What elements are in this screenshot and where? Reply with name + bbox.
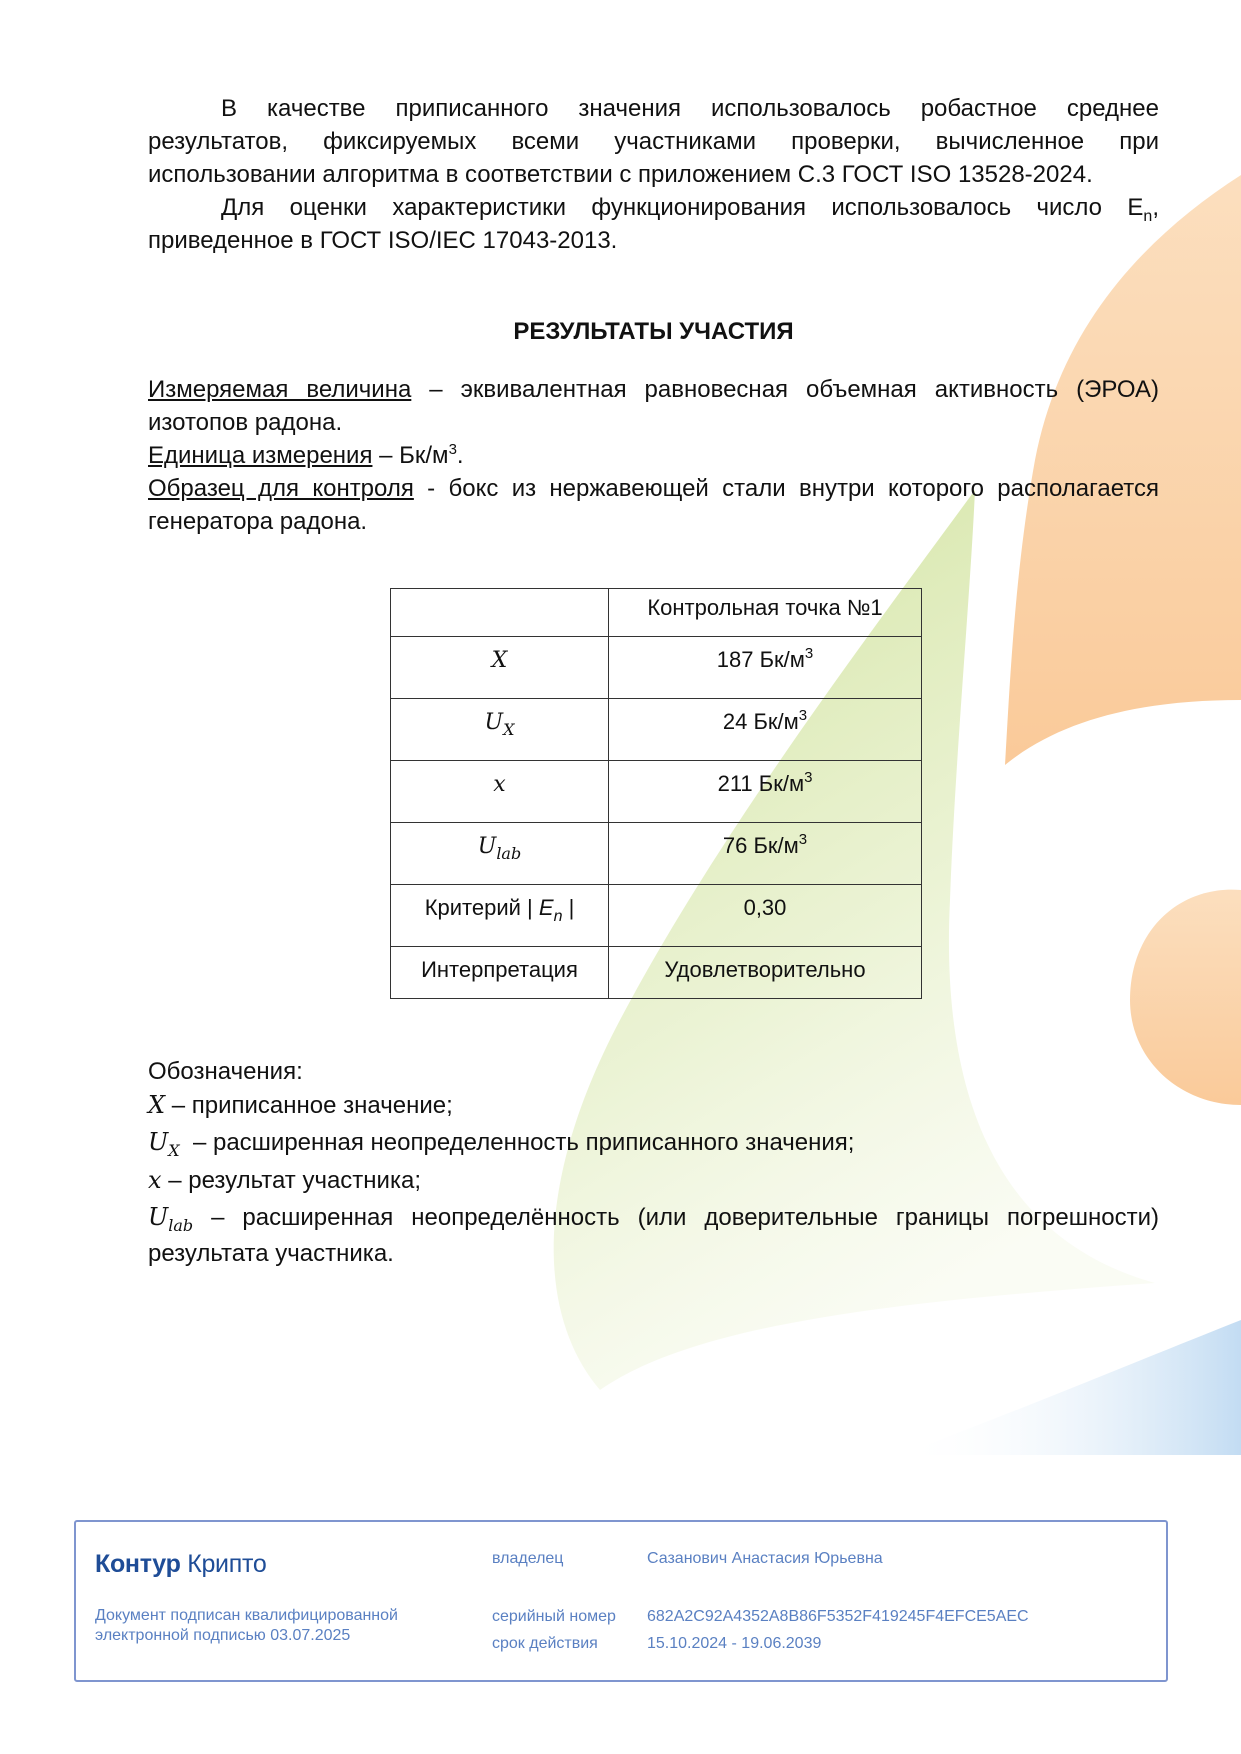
table-header-row xyxy=(391,589,922,637)
table-row-value xyxy=(609,761,922,823)
results-table xyxy=(390,588,922,999)
symbol-u: U xyxy=(477,834,497,859)
interpretation-value: Удовлетворительно xyxy=(609,947,922,999)
table-row xyxy=(391,761,922,823)
signed-note: Документ подписан квалифицированной электронной подписью 03.07.2025 xyxy=(95,1607,398,1644)
table-row-symbol xyxy=(391,823,609,885)
symbol-x-assigned: X xyxy=(491,648,508,673)
intro-paragraph-1: В качестве приписанного значения использовалось робастное среднее результатов, фиксируемых всеми участниками проверки, вычисленное при использовании алгоритма в соответствии с приложением С.3 ГОСТ ISO 13528-2024. xyxy=(148,95,1159,188)
notation-subscript: lab xyxy=(168,1216,194,1235)
unit-superscript: 3 xyxy=(448,441,457,458)
value-text: 187 Бк/м xyxy=(716,647,805,672)
notation-symbol: U xyxy=(148,1128,169,1156)
notation-text: – результат участника; xyxy=(161,1167,421,1194)
value-superscript: 3 xyxy=(798,707,808,724)
measurement-unit-text: – Бк/м xyxy=(372,442,449,469)
symbol-subscript: lab xyxy=(496,844,522,863)
blue-swoosh-shape xyxy=(900,1320,1241,1455)
value-text: 211 Бк/м xyxy=(717,771,805,796)
notation-symbol: x xyxy=(148,1166,162,1194)
electronic-signature-stamp xyxy=(74,1520,1168,1682)
criterion-symbol: E xyxy=(538,895,554,920)
document-body xyxy=(148,92,1159,1272)
unit-end: . xyxy=(456,442,464,469)
logo-rest-text: Крипто xyxy=(180,1550,267,1578)
intro-p2-prefix: Для оценки характеристики функционирования использовалось число E xyxy=(221,194,1144,221)
criterion-subscript: n xyxy=(553,908,563,925)
logo-bold-text: Контур xyxy=(95,1550,181,1578)
serial-value: 682A2C92A4352A8B86F5352F419245F4EFCE5AEC xyxy=(647,1608,1029,1625)
validity-label: срок действия xyxy=(492,1635,598,1652)
measured-quantity-text: – эквивалентная равновесная объемная активность (ЭРОА) изотопов радона. xyxy=(148,376,1159,436)
value-superscript: 3 xyxy=(804,645,814,662)
criterion-label-text: Критерий | xyxy=(424,895,539,920)
table-row-criterion xyxy=(391,885,922,947)
notation-item xyxy=(148,1123,1159,1162)
measurement-unit xyxy=(148,439,1159,472)
notation-symbol: U xyxy=(148,1203,169,1231)
notation-text: – расширенная неопределённость (или доверительные границы погрешности) результата участника. xyxy=(148,1204,1159,1267)
control-sample-label: Образец для контроля xyxy=(148,475,414,502)
en-subscript: n xyxy=(1143,208,1153,225)
table-row-symbol xyxy=(391,699,609,761)
notation-legend xyxy=(148,1055,1159,1272)
control-sample xyxy=(148,472,1159,538)
owner-value: Сазанович Анастасия Юрьевна xyxy=(647,1550,883,1567)
symbol-x-participant: x xyxy=(493,772,506,797)
table-row xyxy=(391,823,922,885)
value-text: 24 Бк/м xyxy=(722,709,799,734)
table-row-value xyxy=(609,637,922,699)
criterion-value: 0,30 xyxy=(609,885,922,947)
measurement-unit-label: Единица измерения xyxy=(148,442,373,469)
interpretation-label: Интерпретация xyxy=(391,947,609,999)
notation-item xyxy=(148,1199,1159,1272)
table-header-empty xyxy=(391,589,609,637)
table-header-control-point: Контрольная точка №1 xyxy=(609,589,922,637)
criterion-label xyxy=(391,885,609,947)
notation-symbol: X xyxy=(148,1091,166,1119)
measured-quantity xyxy=(148,373,1159,439)
table-row-value xyxy=(609,823,922,885)
table-row-symbol xyxy=(391,761,609,823)
table-row-interpretation xyxy=(391,947,922,999)
notation-subscript: X xyxy=(168,1141,180,1160)
owner-label: владелец xyxy=(492,1550,564,1567)
validity-value: 15.10.2024 - 19.06.2039 xyxy=(647,1635,822,1652)
table-row-symbol xyxy=(391,637,609,699)
notation-title: Обозначения: xyxy=(148,1058,303,1085)
table-row xyxy=(391,637,922,699)
notation-text: – приписанное значение; xyxy=(165,1092,453,1119)
measured-quantity-label: Измеряемая величина xyxy=(148,376,412,403)
value-superscript: 3 xyxy=(798,831,808,848)
table-row-value xyxy=(609,699,922,761)
symbol-u: U xyxy=(484,710,504,735)
serial-label: серийный номер xyxy=(492,1608,616,1625)
notation-item xyxy=(148,1162,1159,1199)
value-text: 76 Бк/м xyxy=(722,833,799,858)
symbol-subscript: X xyxy=(503,720,515,739)
control-sample-text: - бокс из нержавеющей стали внутри которого располагается генератора радона. xyxy=(148,475,1159,535)
section-heading: РЕЗУЛЬТАТЫ УЧАСТИЯ xyxy=(513,318,794,345)
criterion-end: | xyxy=(562,895,575,920)
notation-text: – расширенная неопределенность приписанного значения; xyxy=(186,1129,855,1156)
notation-item xyxy=(148,1088,1159,1123)
kontur-kripto-logo xyxy=(95,1550,266,1579)
value-superscript: 3 xyxy=(804,769,813,786)
intro-paragraph-2 xyxy=(148,191,1159,257)
table-row xyxy=(391,699,922,761)
intro-p2-suffix: , приведенное в ГОСТ ISO/IEC 17043-2013. xyxy=(148,194,1159,254)
